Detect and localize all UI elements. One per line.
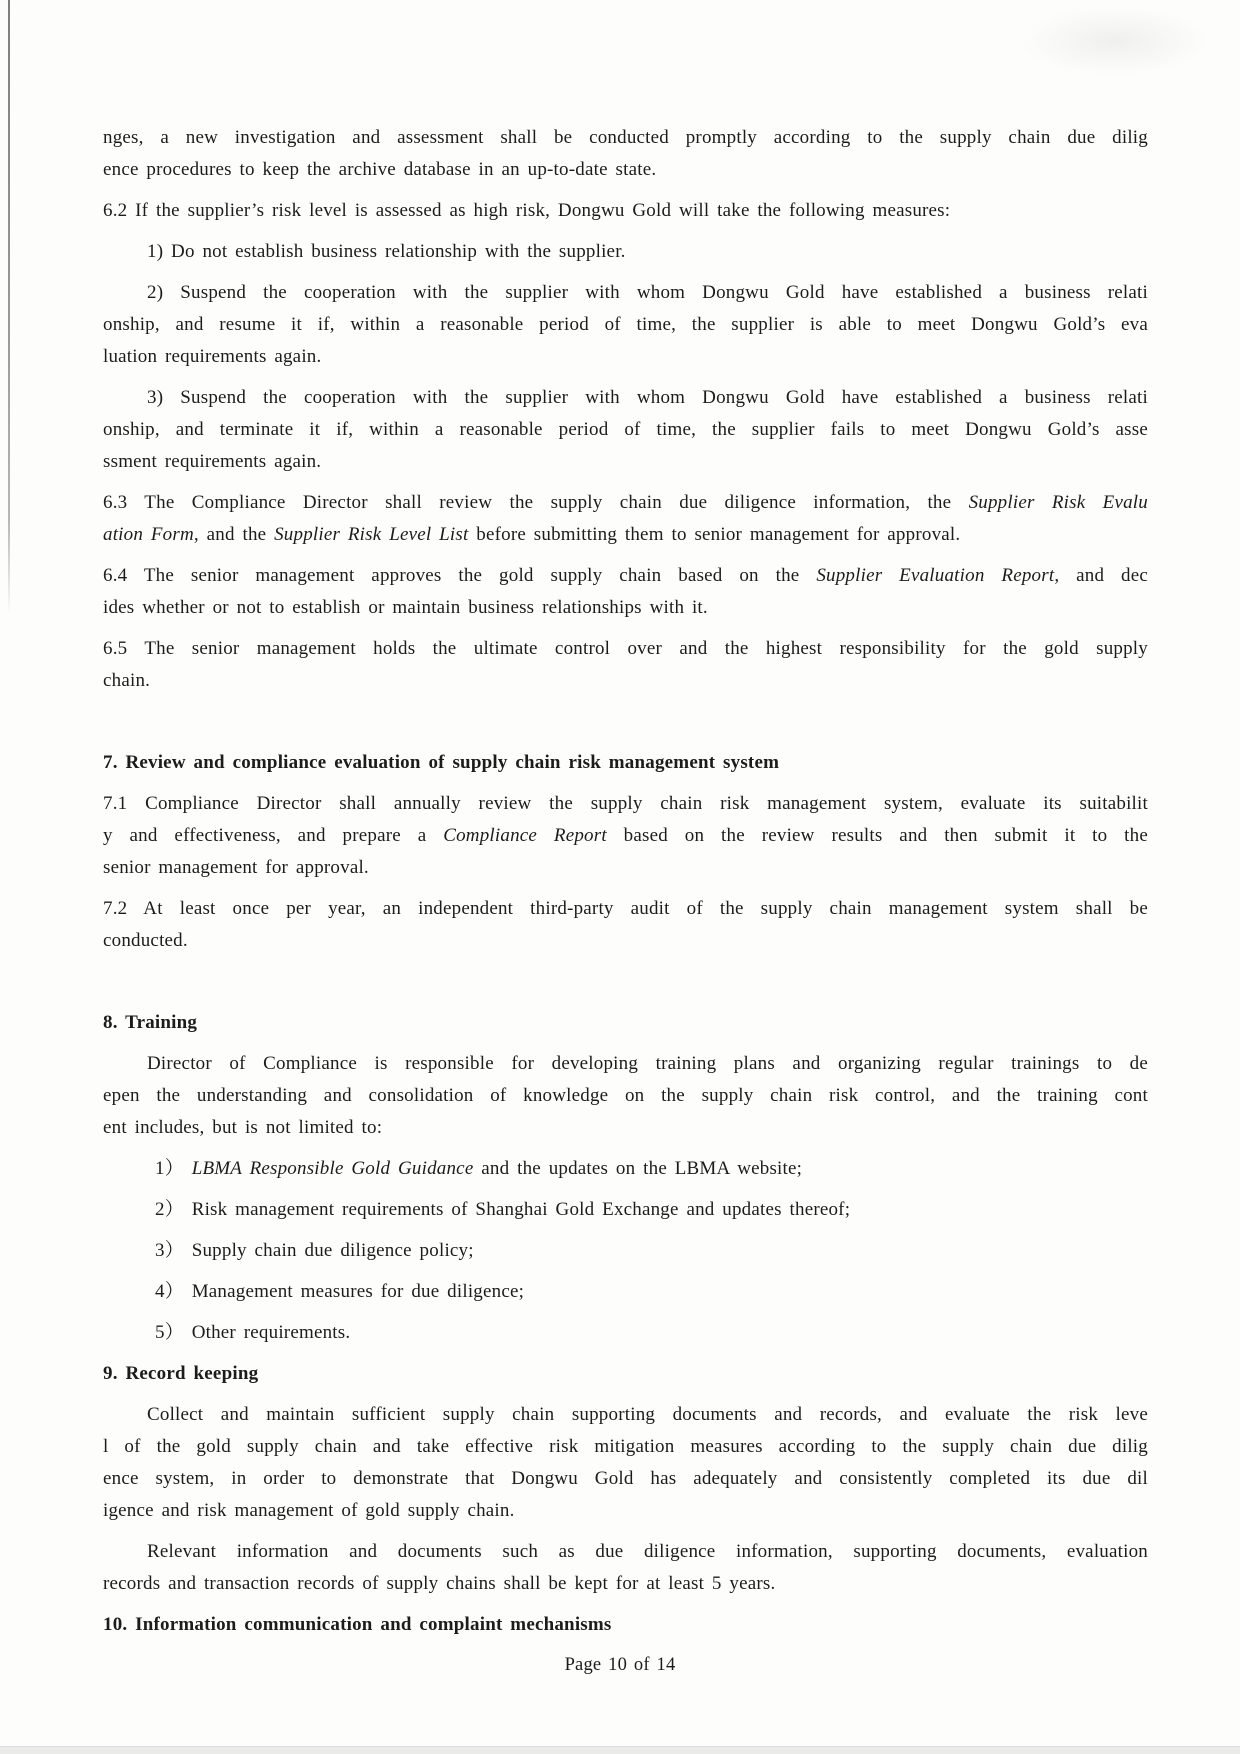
- text-run: 5） Other requirements.: [155, 1322, 351, 1343]
- section-heading: [103, 747, 1148, 779]
- text-line: [103, 1399, 1148, 1431]
- paragraph: [103, 122, 1148, 186]
- text-run: 9. Record keeping: [103, 1363, 259, 1384]
- text-line: [103, 1536, 1148, 1568]
- text-line: [103, 925, 1148, 957]
- paragraph: [103, 1536, 1148, 1600]
- text-run: l of the gold supply chain and take effective risk mitigation measures according to the supply chain due dilig: [103, 1436, 1148, 1457]
- text-run: records and transaction records of supply chains shall be kept for at least 5 years.: [103, 1573, 776, 1594]
- text-run: Relevant information and documents such as due diligence information, supporting documents, evaluation: [147, 1541, 1148, 1562]
- text-run: 6.2 If the supplier’s risk level is assessed as high risk, Dongwu Gold will take the following measures:: [103, 200, 951, 221]
- text-line: [155, 1276, 1148, 1308]
- section-heading: [103, 1609, 1148, 1641]
- italic-text-run: Supplier Evaluation Report: [816, 565, 1055, 586]
- text-run: ides whether or not to establish or maintain business relationships with it.: [103, 597, 708, 618]
- text-run: 1) Do not establish business relationship with the supplier.: [147, 241, 626, 262]
- text-line: [103, 1080, 1148, 1112]
- list-item: [103, 1194, 1148, 1226]
- text-line: [103, 487, 1148, 519]
- text-line: [103, 277, 1148, 309]
- text-run: 7.1 Compliance Director shall annually review the supply chain risk management system, evaluate its suitabilit: [103, 793, 1148, 814]
- text-run: 3) Suspend the cooperation with the supplier with whom Dongwu Gold have established a business relati: [147, 387, 1148, 408]
- text-line: [103, 122, 1148, 154]
- paragraph: [103, 1048, 1148, 1144]
- text-run: Collect and maintain sufficient supply chain supporting documents and records, and evaluate the risk leve: [147, 1404, 1148, 1425]
- text-line: [103, 1431, 1148, 1463]
- text-run: senior management for approval.: [103, 857, 369, 878]
- text-run: chain.: [103, 670, 151, 691]
- text-run: onship, and terminate it if, within a reasonable period of time, the supplier fails to meet Dongwu Gold’s asse: [103, 419, 1148, 440]
- text-run: and the updates on the LBMA website;: [473, 1158, 803, 1179]
- text-run: Director of Compliance is responsible for developing training plans and organizing regular trainings to de: [147, 1053, 1148, 1074]
- text-line: [103, 1048, 1148, 1080]
- text-run: ent includes, but is not limited to:: [103, 1117, 383, 1138]
- text-line: [103, 893, 1148, 925]
- section-heading: [103, 1358, 1148, 1390]
- paragraph: [103, 788, 1148, 884]
- text-line: [103, 820, 1148, 852]
- text-run: ence procedures to keep the archive database in an up-to-date state.: [103, 159, 657, 180]
- paragraph: [103, 633, 1148, 697]
- text-line: [103, 592, 1148, 624]
- text-run: 2) Suspend the cooperation with the supplier with whom Dongwu Gold have established a business relati: [147, 282, 1148, 303]
- paragraph: [103, 487, 1148, 551]
- scan-artifact-bottom-edge: [0, 1746, 1240, 1754]
- text-run: 7.2 At least once per year, an independent third-party audit of the supply chain management system shall be: [103, 898, 1148, 919]
- text-run: ence system, in order to demonstrate that Dongwu Gold has adequately and consistently completed its due dil: [103, 1468, 1148, 1489]
- text-line: [103, 1495, 1148, 1527]
- text-run: 3） Supply chain due diligence policy;: [155, 1240, 474, 1261]
- text-line: [103, 1463, 1148, 1495]
- italic-text-run: ation Form: [103, 524, 194, 545]
- text-line: [103, 414, 1148, 446]
- list-item: [103, 1276, 1148, 1308]
- text-line: [103, 309, 1148, 341]
- text-line: [103, 341, 1148, 373]
- scan-artifact-corner-smudge: [1020, 6, 1210, 76]
- text-line: [155, 1153, 1148, 1185]
- text-run: 7. Review and compliance evaluation of supply chain risk management system: [103, 752, 780, 773]
- text-line: [103, 154, 1148, 186]
- text-run: , and the: [193, 524, 275, 545]
- text-line: [103, 560, 1148, 592]
- text-run: 4） Management measures for due diligence;: [155, 1281, 525, 1302]
- text-run: 10. Information communication and complaint mechanisms: [103, 1614, 612, 1635]
- text-line: [103, 1007, 1148, 1039]
- text-line: [103, 852, 1148, 884]
- text-run: 6.5 The senior management holds the ultimate control over and the highest responsibility for the gold supply: [103, 638, 1148, 659]
- text-run: luation requirements again.: [103, 346, 322, 367]
- text-run: 6.3 The Compliance Director shall review the supply chain due diligence information, the: [103, 492, 969, 513]
- italic-text-run: Supplier Risk Evalu: [968, 492, 1148, 513]
- text-line: [103, 1358, 1148, 1390]
- text-run: 8. Training: [103, 1012, 198, 1033]
- paragraph: [103, 195, 1148, 227]
- text-line: [103, 633, 1148, 665]
- page-number: Page 10 of 14: [564, 1655, 676, 1675]
- italic-text-run: Supplier Risk Level List: [274, 524, 469, 545]
- text-line: [103, 446, 1148, 478]
- paragraph: [103, 1399, 1148, 1527]
- section-heading: [103, 1007, 1148, 1039]
- paragraph: [103, 893, 1148, 957]
- text-run: onship, and resume it if, within a reasonable period of time, the supplier is able to meet Dongwu Gold’s eva: [103, 314, 1148, 335]
- text-line: [103, 519, 1148, 551]
- document-body: [103, 122, 1148, 1641]
- text-line: [155, 1235, 1148, 1267]
- text-line: [155, 1194, 1148, 1226]
- italic-text-run: Compliance Report: [443, 825, 607, 846]
- italic-text-run: LBMA Responsible Gold Guidance: [191, 1158, 474, 1179]
- text-run: igence and risk management of gold supply chain.: [103, 1500, 515, 1521]
- text-line: [103, 788, 1148, 820]
- paragraph: [103, 560, 1148, 624]
- paragraph: [103, 382, 1148, 478]
- text-line: [103, 1609, 1148, 1641]
- list-item: [103, 1317, 1148, 1349]
- list-item: [103, 1235, 1148, 1267]
- text-run: conducted.: [103, 930, 188, 951]
- text-run: 1）: [155, 1158, 192, 1179]
- text-line: [103, 747, 1148, 779]
- paragraph: [103, 236, 1148, 268]
- text-run: y and effectiveness, and prepare a: [103, 825, 444, 846]
- text-run: 6.4 The senior management approves the gold supply chain based on the: [103, 565, 817, 586]
- text-run: , and dec: [1054, 565, 1149, 586]
- text-run: before submitting them to senior management for approval.: [468, 524, 961, 545]
- text-line: [103, 1568, 1148, 1600]
- text-line: [103, 236, 1148, 268]
- text-line: [103, 195, 1148, 227]
- text-line: [103, 665, 1148, 697]
- text-line: [155, 1317, 1148, 1349]
- list-item: [103, 1153, 1148, 1185]
- text-line: [103, 1112, 1148, 1144]
- text-run: ssment requirements again.: [103, 451, 322, 472]
- text-line: [103, 382, 1148, 414]
- text-run: 2） Risk management requirements of Shanghai Gold Exchange and updates thereof;: [155, 1199, 851, 1220]
- text-run: based on the review results and then submit it to the: [606, 825, 1148, 846]
- scan-artifact-left-edge: [8, 0, 10, 615]
- text-run: epen the understanding and consolidation of knowledge on the supply chain risk control, and the training cont: [103, 1085, 1148, 1106]
- text-run: nges, a new investigation and assessment shall be conducted promptly according to the supply chain due dilig: [103, 127, 1148, 148]
- paragraph: [103, 277, 1148, 373]
